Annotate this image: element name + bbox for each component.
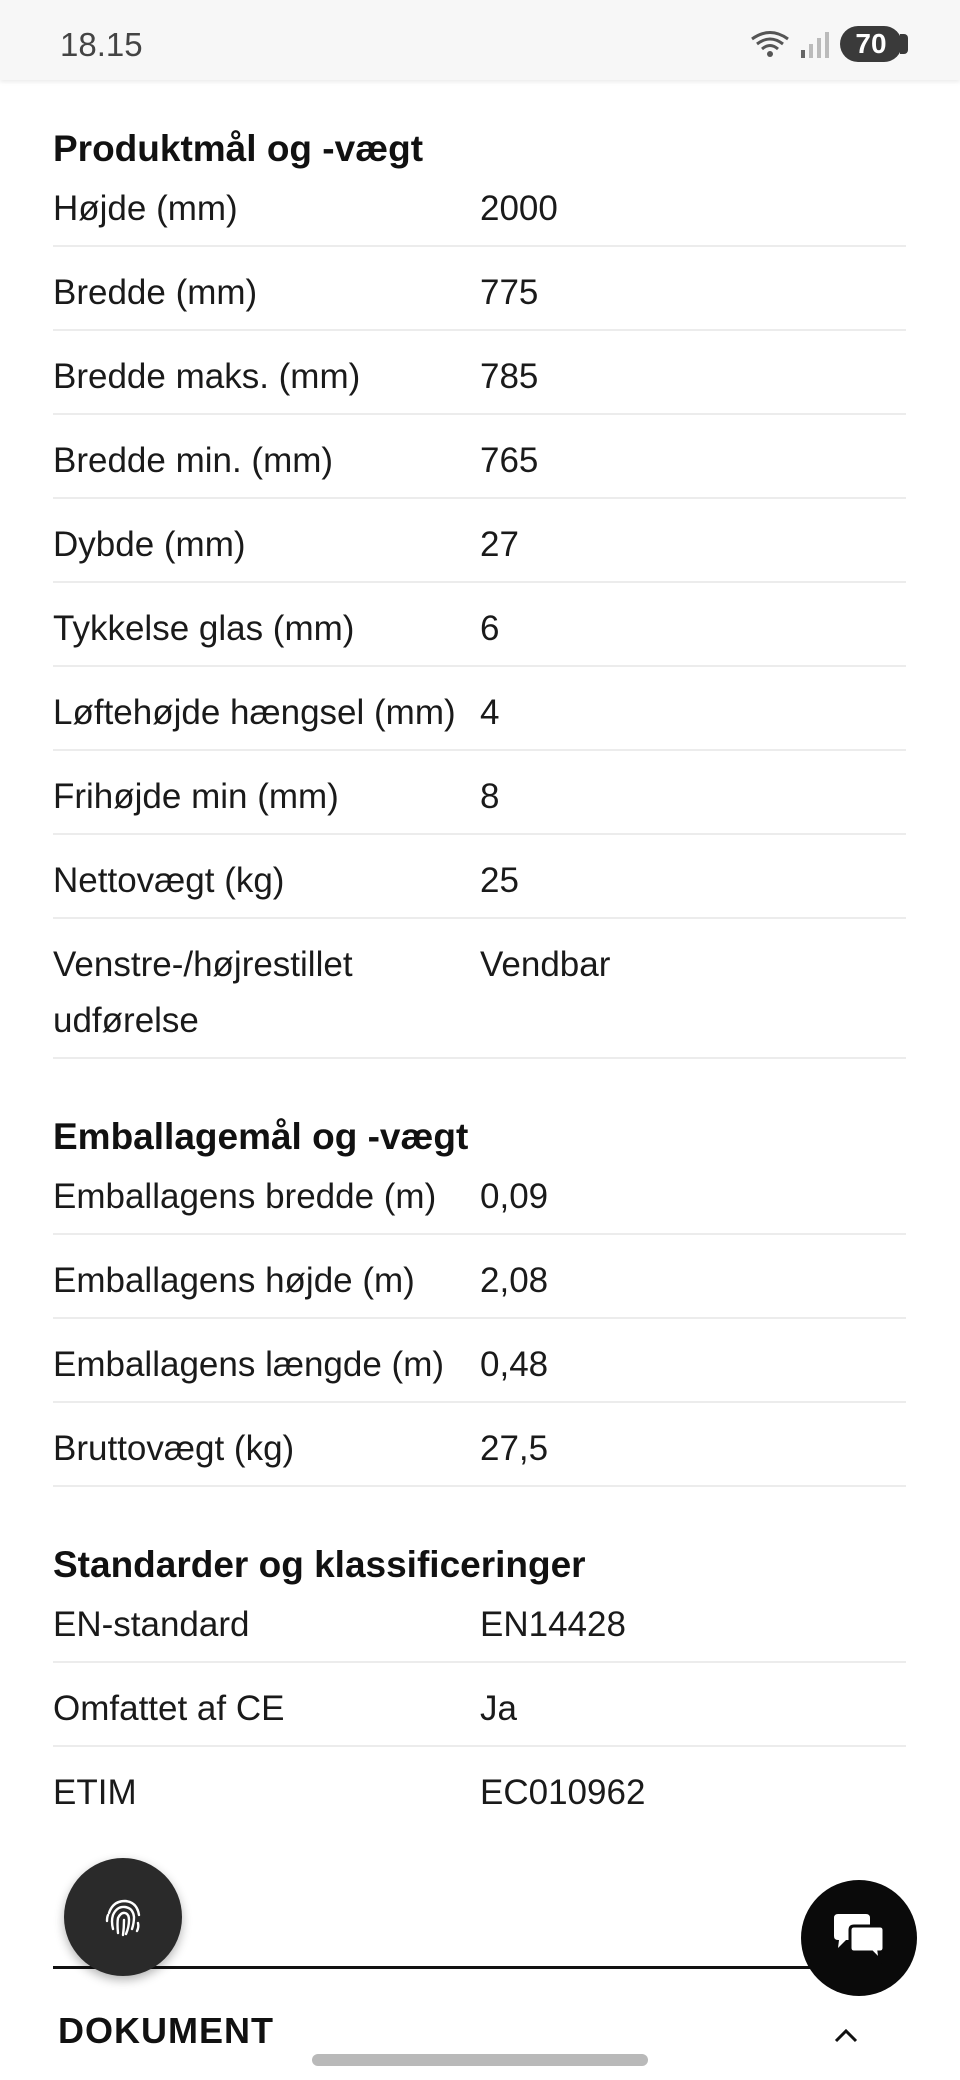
spec-value: EN14428 xyxy=(480,1605,626,1644)
spec-row xyxy=(53,177,906,247)
spec-label: Dybde (mm) xyxy=(53,525,246,564)
chat-bubbles-icon xyxy=(828,1912,890,1964)
spec-row xyxy=(53,499,906,583)
status-icons xyxy=(750,26,908,62)
accordion-dokument-label[interactable]: DOKUMENT xyxy=(58,2010,274,2051)
spec-label: Bredde min. (mm) xyxy=(53,441,334,480)
spec-value: Vendbar xyxy=(480,945,611,984)
spec-label: EN-standard xyxy=(53,1605,250,1644)
spec-label: ETIM xyxy=(53,1773,137,1812)
spec-label: Frihøjde min (mm) xyxy=(53,777,339,816)
spec-label: Bruttovægt (kg) xyxy=(53,1429,295,1468)
status-time: 18.15 xyxy=(60,26,143,63)
battery-nub xyxy=(900,34,908,54)
spec-value: 0,48 xyxy=(480,1345,549,1384)
spec-label: Højde (mm) xyxy=(53,189,238,228)
spec-row xyxy=(53,1235,906,1319)
spec-row xyxy=(53,1747,906,1831)
spec-row xyxy=(53,247,906,331)
spec-label: Emballagens bredde (m) xyxy=(53,1177,437,1216)
spec-label: Emballagens længde (m) xyxy=(53,1345,445,1384)
spec-row xyxy=(53,1593,906,1663)
accordion-divider xyxy=(53,1966,863,1969)
spec-row xyxy=(53,667,906,751)
spec-row xyxy=(53,751,906,835)
spec-row xyxy=(53,1403,906,1487)
spec-label: Omfattet af CE xyxy=(53,1689,285,1728)
spec-value: 4 xyxy=(480,693,500,732)
spec-value: 0,09 xyxy=(480,1177,549,1216)
spec-label: Nettovægt (kg) xyxy=(53,861,285,900)
spec-value: 765 xyxy=(480,441,539,480)
section-title-produktmal: Produktmål og -vægt xyxy=(53,128,424,169)
spec-value: 25 xyxy=(480,861,519,900)
status-bar xyxy=(0,0,960,80)
spec-value: 6 xyxy=(480,609,500,648)
spec-value: 2000 xyxy=(480,189,558,228)
spec-value: EC010962 xyxy=(480,1773,646,1812)
spec-row xyxy=(53,1165,906,1235)
wifi-icon xyxy=(750,28,790,60)
spec-row xyxy=(53,415,906,499)
spec-label: Løftehøjde hængsel (mm) xyxy=(53,693,456,732)
spec-row xyxy=(53,919,906,1059)
spec-value: 27,5 xyxy=(480,1429,549,1468)
signal-icon xyxy=(800,30,830,58)
chevron-up-icon[interactable] xyxy=(832,2026,860,2044)
spec-label: Venstre-/højrestillet udførelse xyxy=(53,945,353,1040)
home-indicator[interactable] xyxy=(312,2054,648,2066)
section-title-emballage: Emballagemål og -vægt xyxy=(53,1116,469,1157)
spec-label: Bredde maks. (mm) xyxy=(53,357,361,396)
fingerprint-button[interactable] xyxy=(64,1858,182,1976)
section-title-standarder: Standarder og klassificeringer xyxy=(53,1544,586,1585)
spec-value: 775 xyxy=(480,273,539,312)
chat-button[interactable] xyxy=(801,1880,917,1996)
fingerprint-icon xyxy=(99,1893,147,1941)
spec-value: 8 xyxy=(480,777,500,816)
battery-indicator: 70 xyxy=(840,26,902,62)
specifications xyxy=(53,80,906,1831)
spec-label: Emballagens højde (m) xyxy=(53,1261,415,1300)
spec-value: 2,08 xyxy=(480,1261,549,1300)
spec-value: 27 xyxy=(480,525,519,564)
spec-row xyxy=(53,331,906,415)
spec-row xyxy=(53,1663,906,1747)
spec-label: Bredde (mm) xyxy=(53,273,258,312)
spec-label: Tykkelse glas (mm) xyxy=(53,609,355,648)
spec-row xyxy=(53,583,906,667)
spec-row xyxy=(53,1319,906,1403)
spec-value: Ja xyxy=(480,1689,517,1728)
spec-value: 785 xyxy=(480,357,539,396)
spec-row xyxy=(53,835,906,919)
